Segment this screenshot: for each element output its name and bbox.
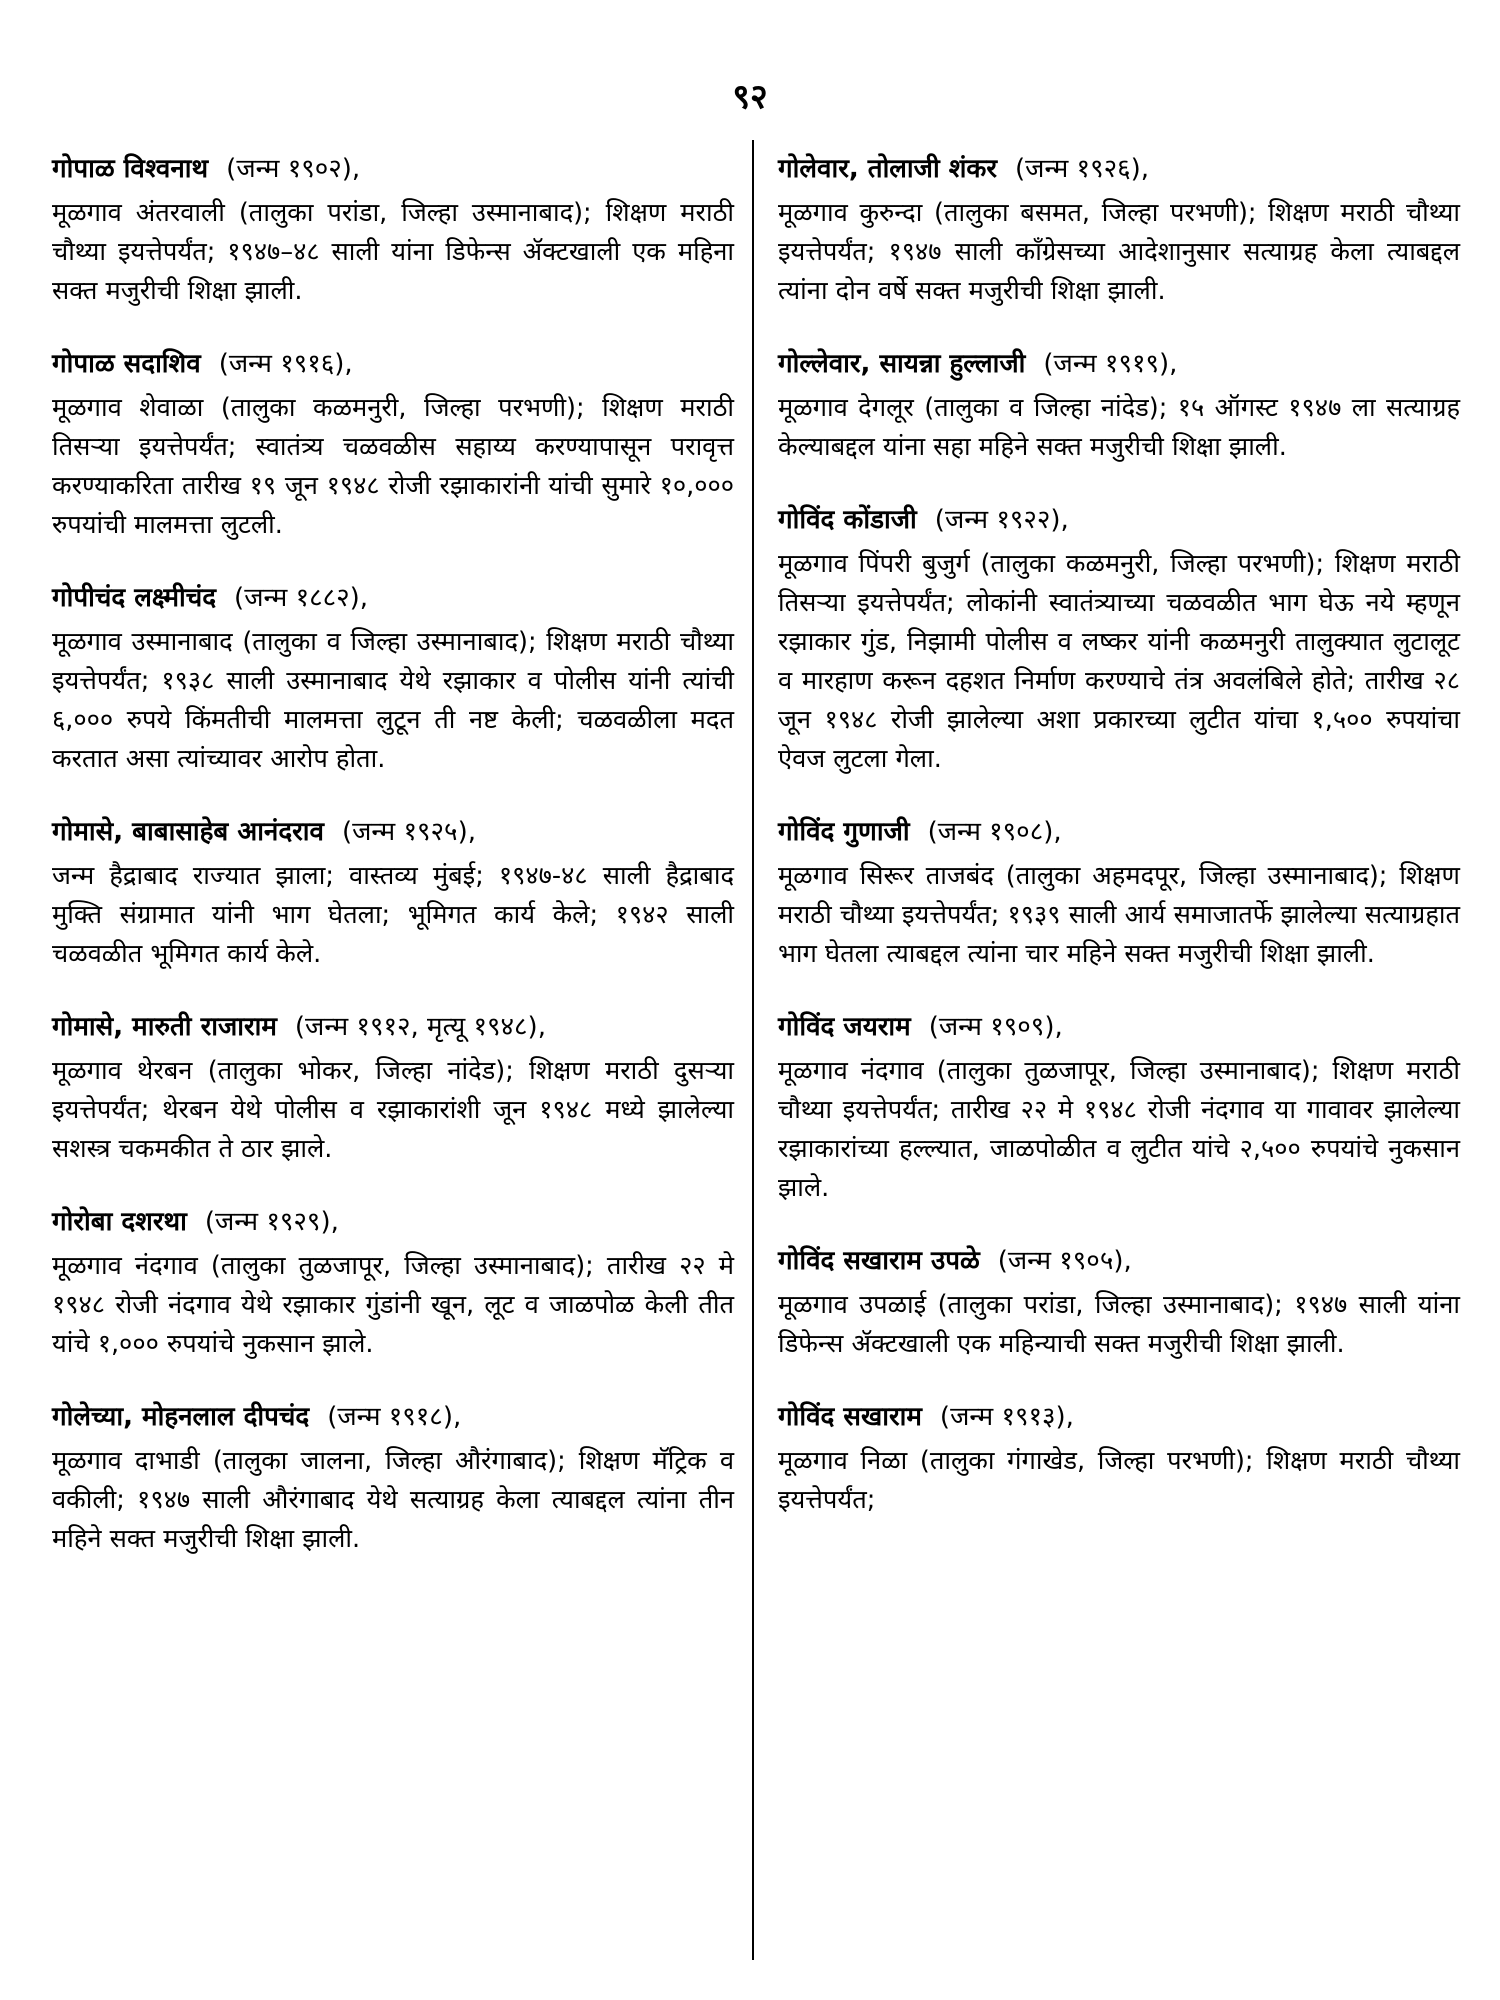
page-number: ९२ xyxy=(732,77,768,117)
entry-birth: (जन्म १९१२, मृत्यू १९४८), xyxy=(294,1012,546,1042)
entry-name: गोपाळ विश्वनाथ xyxy=(52,154,209,184)
entry-body: मूळगाव पिंपरी बुजुर्ग (तालुका कळमनुरी, जिल्हा परभणी); शिक्षण मराठी तिसऱ्या इयत्तेपर्यंत; लोकांनी स्वातंत्र्याच्या चळवळीत भाग घेऊ नये म्हणून रझाकार गुंड, निझामी पोलीस व लष्कर यांनी कळमनुरी तालुक्यात लुटालूट व मारहाण करून दहशत निर्माण करण्याचे तंत्र अवलंबिले होते; तारीख २८ जून १९४८ रोजी झालेल्या अशा प्रकारच्या लुटीत यांचा १,५०० रुपयांचा ऐवज लुटला गेला. xyxy=(778,549,1460,774)
entry xyxy=(52,1008,734,1169)
entry-body: मूळगाव थेरबन (तालुका भोकर, जिल्हा नांदेड); शिक्षण मराठी दुसऱ्या इयत्तेपर्यंत; थेरबन येथे पोलीस व रझाकारांशी जून १९४८ मध्ये झालेल्या सशस्त्र चकमकीत ते ठार झाले. xyxy=(52,1056,734,1164)
entry-body: मूळगाव शेवाळा (तालुका कळमनुरी, जिल्हा परभणी); शिक्षण मराठी तिसऱ्या इयत्तेपर्यंत; स्वातंत्र्य चळवळीस सहाय्य करण्यापासून परावृत्त करण्याकरिता तारीख १९ जून १९४८ रोजी रझाकारांनी यांची सुमारे १०,००० रुपयांची मालमत्ता लुटली. xyxy=(52,393,734,540)
entry-birth: (जन्म १९०८), xyxy=(927,817,1062,847)
entry-name: गोरोबा दशरथा xyxy=(52,1207,187,1237)
entry-body: मूळगाव कुरुन्दा (तालुका बसमत, जिल्हा परभणी); शिक्षण मराठी चौथ्या इयत्तेपर्यंत; १९४७ साली कॉंग्रेसच्या आदेशानुसार सत्याग्रह केला त्याबद्दल त्यांना दोन वर्षे सक्त मजुरीची शिक्षा झाली. xyxy=(778,198,1460,306)
right-column xyxy=(778,150,1460,1554)
entry-birth: (जन्म १९२६), xyxy=(1015,154,1150,184)
entry xyxy=(778,1398,1460,1520)
entry-name: गोविंद जयराम xyxy=(778,1012,911,1042)
entry xyxy=(778,501,1460,779)
entry-name: गोविंद गुणाजी xyxy=(778,817,910,847)
entry xyxy=(778,1242,1460,1364)
entry-body: मूळगाव देगलूर (तालुका व जिल्हा नांदेड); १५ ऑगस्ट १९४७ ला सत्याग्रह केल्याबद्दल यांना सहा महिने सक्त मजुरीची शिक्षा झाली. xyxy=(778,393,1460,462)
entry-body: मूळगाव अंतरवाली (तालुका परांडा, जिल्हा उस्मानाबाद); शिक्षण मराठी चौथ्या इयत्तेपर्यंत; १९४७–४८ साली यांना डिफेन्स ॲक्टखाली एक महिना सक्त मजुरीची शिक्षा झाली. xyxy=(52,198,734,306)
entry-birth: (जन्म १९२२), xyxy=(934,505,1069,535)
entry-body: मूळगाव सिरूर ताजबंद (तालुका अहमदपूर, जिल्हा उस्मानाबाद); शिक्षण मराठी चौथ्या इयत्तेपर्यंत; १९३९ साली आर्य समाजातर्फे झालेल्या सत्याग्रहात भाग घेतला त्याबद्दल त्यांना चार महिने सक्त मजुरीची शिक्षा झाली. xyxy=(778,861,1460,969)
entry-birth: (जन्म १९२५), xyxy=(341,817,476,847)
entry-birth: (जन्म १८८२), xyxy=(234,583,369,613)
entry-name: गोविंद सखाराम xyxy=(778,1402,922,1432)
left-column xyxy=(52,150,734,1593)
entry xyxy=(778,1008,1460,1208)
entry-birth: (जन्म १९०५), xyxy=(997,1246,1132,1276)
entry xyxy=(778,813,1460,974)
entry-name: गोविंद कोंडाजी xyxy=(778,505,917,535)
entry xyxy=(52,345,734,545)
entry-birth: (जन्म १९०९), xyxy=(928,1012,1063,1042)
entry xyxy=(778,345,1460,467)
entry-body: मूळगाव उपळाई (तालुका परांडा, जिल्हा उस्मानाबाद); १९४७ साली यांना डिफेन्स ॲक्टखाली एक महिन्याची सक्त मजुरीची शिक्षा झाली. xyxy=(778,1290,1460,1359)
entry-body: मूळगाव निळा (तालुका गंगाखेड, जिल्हा परभणी); शिक्षण मराठी चौथ्या इयत्तेपर्यंत; xyxy=(778,1446,1460,1515)
entry-name: गोपीचंद लक्ष्मीचंद xyxy=(52,583,217,613)
entry-body: मूळगाव दाभाडी (तालुका जालना, जिल्हा औरंगाबाद); शिक्षण मॅट्रिक व वकीली; १९४७ साली औरंगाबाद येथे सत्याग्रह केला त्याबद्दल त्यांना तीन महिने सक्त मजुरीची शिक्षा झाली. xyxy=(52,1446,734,1554)
entry-name: गोल्लेवार, सायन्ना हुल्लाजी xyxy=(778,349,1026,379)
entry xyxy=(778,150,1460,311)
entry-name: गोमासे, मारुती राजाराम xyxy=(52,1012,277,1042)
entry-birth: (जन्म १९१८), xyxy=(327,1402,462,1432)
entry xyxy=(52,813,734,974)
entry-birth: (जन्म १९१३), xyxy=(939,1402,1074,1432)
column-divider xyxy=(752,140,754,1960)
entry-birth: (जन्म १९०२), xyxy=(226,154,361,184)
entry-body: मूळगाव नंदगाव (तालुका तुळजापूर, जिल्हा उस्मानाबाद); तारीख २२ मे १९४८ रोजी नंदगाव येथे रझाकार गुंडांनी खून, लूट व जाळपोळ केली तीत यांचे १,००० रुपयांचे नुकसान झाले. xyxy=(52,1251,734,1359)
entry-name: गोमासे, बाबासाहेब आनंदराव xyxy=(52,817,324,847)
entry-body: जन्म हैद्राबाद राज्यात झाला; वास्तव्य मुंबई; १९४७-४८ साली हैद्राबाद मुक्ति संग्रामात यांनी भाग घेतला; भूमिगत कार्य केले; १९४२ साली चळवळीत भूमिगत कार्य केले. xyxy=(52,861,734,969)
entry xyxy=(52,150,734,311)
entry-birth: (जन्म १९१९), xyxy=(1043,349,1178,379)
entry-name: गोलेच्या, मोहनलाल दीपचंद xyxy=(52,1402,310,1432)
entry xyxy=(52,1398,734,1559)
entry-birth: (जन्म १९१६), xyxy=(218,349,353,379)
entry-body: मूळगाव उस्मानाबाद (तालुका व जिल्हा उस्मानाबाद); शिक्षण मराठी चौथ्या इयत्तेपर्यंत; १९३८ साली उस्मानाबाद येथे रझाकार व पोलीस यांनी त्यांची ६,००० रुपये किंमतीची मालमत्ता लुटून ती नष्ट केली; चळवळीला मदत करतात असा त्यांच्यावर आरोप होता. xyxy=(52,627,734,774)
entry-body: मूळगाव नंदगाव (तालुका तुळजापूर, जिल्हा उस्मानाबाद); शिक्षण मराठी चौथ्या इयत्तेपर्यंत; तारीख २२ मे १९४८ रोजी नंदगाव या गावावर झालेल्या रझाकारांच्या हल्ल्यात, जाळपोळीत व लुटीत यांचे २,५०० रुपयांचे नुकसान झाले. xyxy=(778,1056,1460,1203)
entry xyxy=(52,579,734,779)
entry xyxy=(52,1203,734,1364)
entry-name: गोविंद सखाराम उपळे xyxy=(778,1246,980,1276)
entry-name: गोलेवार, तोलाजी शंकर xyxy=(778,154,998,184)
entry-name: गोपाळ सदाशिव xyxy=(52,349,201,379)
entry-birth: (जन्म १९२९), xyxy=(204,1207,339,1237)
